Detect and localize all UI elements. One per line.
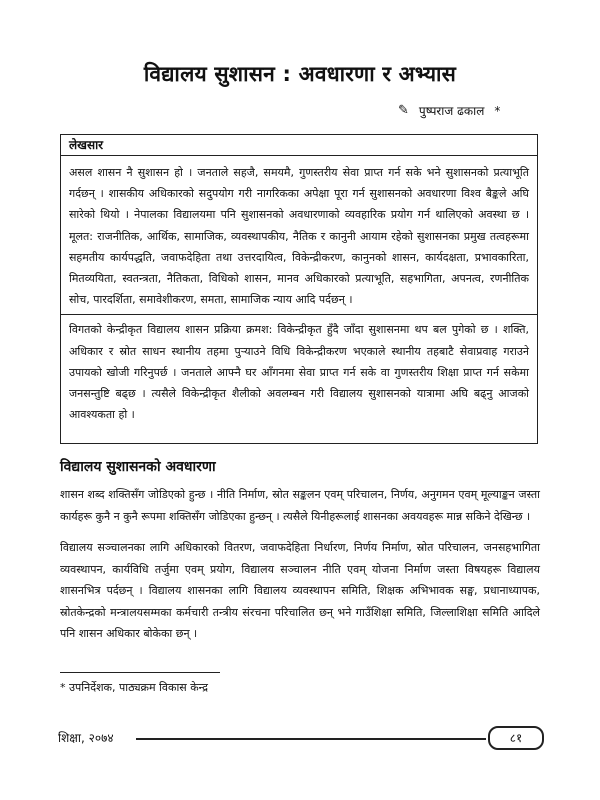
- body-paragraph-2: विद्यालय सञ्चालनका लागि अधिकारको वितरण, जवाफदेहिता निर्धारण, निर्णय निर्माण, स्रोत परिचालन, जनसहभागिता व्यवस्थापन, कार्यविधि तर्जुमा एवम् प्रयोग, विद्यालय सञ्चालन नीति एवम् योजना निर्माण जस्ता विषयहरू विद्यालय शासनभित्र पर्दछन् । विद्यालय शासनका लागि विद्यालय व्यवस्थापन समिति, शिक्षक अभिभावक सङ्घ, प्रधानाध्यापक, स्रोतकेन्द्रको मन्त्रालयसम्मका कर्मचारी तन्त्रीय संरचना परिचालित छन् भने गाउँशिक्षा समिति, जिल्लाशिक्षा समिति आदिले पनि शासन अधिकार बोकेका छन् ।: [60, 541, 540, 640]
- abstract-box: [60, 134, 538, 444]
- pen-icon: ✎: [398, 103, 409, 118]
- page-number: ८१: [488, 726, 544, 750]
- section-body: [60, 484, 540, 655]
- author-footnote-marker: *: [494, 103, 501, 118]
- abstract-heading: लेखसार: [61, 135, 537, 156]
- journal-name: शिक्षा, २०७४: [58, 729, 118, 746]
- abstract-divider: [61, 314, 537, 315]
- abstract-paragraph-1: असल शासन नै सुशासन हो । जनताले सहजै, समयमै, गुणस्तरीय सेवा प्राप्त गर्न सके भने सुशासनको प्रत्याभूति गर्दछन् । शासकीय अधिकारको सदुपयोग गरी नागरिकका अपेक्षा पूरा गर्न सुशासनको अवधारणा विश्व बैङ्कले अघि सारेको थियो । नेपालका विद्यालयमा पनि सुशासनको अवधारणाको व्यवहारिक प्रयोग गर्न थालिएको अवस्था छ । मूलत: राजनीतिक, आर्थिक, सामाजिक, व्यवस्थापकीय, नैतिक र कानुनी आयाम रहेको सुशासनका प्रमुख तत्वहरूमा सहमतीय कार्यपद्धति, जवाफदेहिता तथा उत्तरदायित्व, विकेन्द्रीकरण, कानुनको शासन, कार्यदक्षता, प्रभावकारिता, मितव्ययिता, स्वतन्त्रता, नैतिकता, विधिको शासन, मानव अधिकारको प्रत्याभूति, सहभागिता, अपनत्व, रणनीतिक सोच, पारदर्शिता, समावेशीकरण, समता, सामाजिक न्याय आदि पर्दछन् ।: [69, 166, 529, 307]
- section-heading: विद्यालय सुशासनको अवधारणा: [60, 459, 216, 475]
- article-title: विद्यालय सुशासन : अवधारणा र अभ्यास: [143, 62, 457, 86]
- footnote: * उपनिर्देशक, पाठ्यक्रम विकास केन्द्र: [60, 681, 208, 694]
- footnote-rule: [60, 672, 220, 673]
- abstract-paragraph-2: विगतको केन्द्रीकृत विद्यालय शासन प्रक्रिया क्रमश: विकेन्द्रीकृत हुँदै जाँदा सुशासनमा थप बल पुगेको छ । शक्ति, अधिकार र स्रोत साधन स्थानीय तहमा पुऱ्याउने विधि विकेन्द्रीकरण भएकाले स्थानीय तहबाटै सेवाप्रवाह गराउने उपायको खोजी गरिनुपर्छ । जनताले आफ्नै घर आँगनमा सेवा प्राप्त गर्न सके वा गुणस्तरीय शिक्षा प्राप्त गर्न सकेमा जनसन्तुष्टि बढ्छ । त्यसैले विकेन्द्रीकृत शैलीको अवलम्बन गरी विद्यालय सुशासनको यात्रामा अघि बढ्नु आजको आवश्यकता हो ।: [69, 323, 529, 422]
- body-paragraph-1: शासन शब्द शक्तिसँग जोडिएको हुन्छ । नीति निर्माण, स्रोत सङ्कलन एवम् परिचालन, निर्णय, अनुगमन एवम् मूल्याङ्कन जस्ता कार्यहरू कुनै न कुनै रूपमा शक्तिसँग जोडिएका हुन्छन् । त्यसैले यिनीहरूलाई शासनका अवयवहरू मान्न सकिने देखिन्छ ।: [60, 488, 540, 523]
- footer-rule: [136, 738, 486, 740]
- page-footer: [58, 726, 542, 750]
- author-name: पुष्पराज ढकाल: [418, 104, 485, 118]
- author-line: [398, 102, 500, 119]
